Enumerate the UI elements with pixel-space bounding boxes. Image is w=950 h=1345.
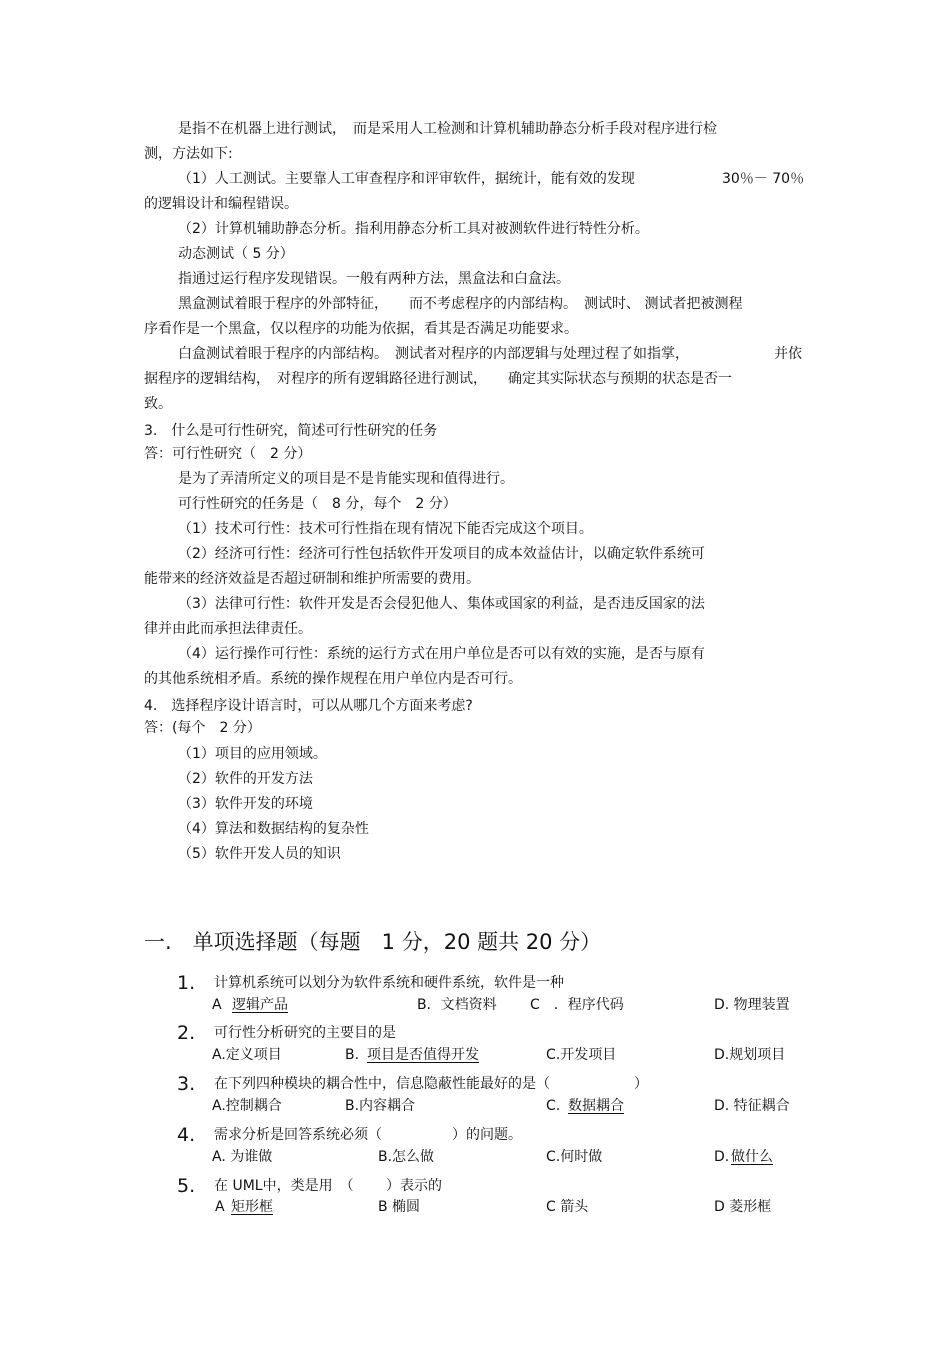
answer-4: 答：(每个 2 分） [144,720,261,736]
list-item: （2）软件的开发方法 [178,771,313,787]
mc-question-text: 在 UML中，类是用 （ ）表示的 [214,1178,443,1194]
option-a-label: A [212,997,222,1013]
paragraph-line: 动态测试（ 5 分） [178,246,294,262]
paragraph-line: 是指不在机器上进行测试， 而是采用人工检测和计算机辅助静态分析手段对程序进行检 [178,121,717,137]
paragraph-line: 的逻辑设计和编程错误。 [144,196,298,212]
option-b-answer: 项目是否值得开发 [367,1047,479,1063]
option-b: B．文档资料 [417,997,497,1013]
paragraph-line-end: 并依 [774,346,802,362]
paragraph-line: 序看作是一个黑盒，仅以程序的功能为依据，看其是否满足功能要求。 [144,321,578,337]
option-a: A.定义项目 [212,1047,282,1063]
mc-question-number: 1. [177,972,196,994]
option-a-answer: 逻辑产品 [232,997,288,1013]
mc-question-number: 3. [177,1073,196,1095]
percentage-range: 30％－ 70％ [722,171,805,187]
option-c: C.何时做 [546,1149,603,1165]
mc-question-number: 5. [177,1175,196,1197]
option-d-label: D. [714,1149,730,1165]
mc-question-text: 在下列四种模块的耦合性中，信息隐蔽性能最好的是（ ） [214,1076,648,1092]
mc-question-text: 需求分析是回答系统必须（ ）的问题。 [214,1127,522,1143]
paragraph-line: 是为了弄清所定义的项目是不是肯能实现和值得进行。 [178,471,514,487]
paragraph-line: 律并由此而承担法律责任。 [144,621,312,637]
paragraph-line: （2）经济可行性：经济可行性包括软件开发项目的成本效益估计，以确定软件系统可 [178,546,705,562]
option-d: D. 特征耦合 [714,1098,790,1114]
paragraph-line: （1）人工测试。主要靠人工审查程序和评审软件，据统计，能有效的发现 [178,171,635,187]
paragraph-line: 的其他系统相矛盾。系统的操作规程在用户单位内是否可行。 [144,671,522,687]
option-d: D.规划项目 [714,1047,786,1063]
option-a: A.控制耦合 [212,1098,282,1114]
option-d-answer: 做什么 [731,1149,773,1165]
option-b-label: B. [345,1047,360,1063]
mc-question-number: 4. [177,1124,196,1146]
option-d: D. 物理装置 [714,997,790,1013]
mc-question-number: 2. [177,1022,196,1044]
list-item: （1）项目的应用领域。 [178,746,327,762]
paragraph-line: （3）法律可行性：软件开发是否会侵犯他人、集体或国家的利益，是否违反国家的法 [178,596,705,612]
mc-question-text: 可行性分析研究的主要目的是 [214,1025,396,1041]
option-c: C 箭头 [546,1199,589,1215]
option-b: B 椭圆 [378,1199,421,1215]
paragraph-line: 能带来的经济效益是否超过研制和维护所需要的费用。 [144,571,480,587]
answer-3: 答：可行性研究（ 2 分） [144,446,312,462]
paragraph-line: 黑盒测试着眼于程序的外部特征， 而不考虑程序的内部结构。 测试时、 测试者把被测程 [178,296,743,312]
mc-question-text: 计算机系统可以划分为软件系统和硬件系统，软件是一种 [214,975,564,991]
option-a-label: A [215,1199,225,1215]
paragraph-line: 指通过运行程序发现错误。一般有两种方法，黑盒法和白盒法。 [178,271,570,287]
paragraph-line: 致。 [144,396,172,412]
list-item: （4）算法和数据结构的复杂性 [178,821,369,837]
option-c: C ．程序代码 [530,997,624,1013]
option-a-answer: 矩形框 [231,1199,273,1215]
paragraph-line: （2）计算机辅助静态分析。指利用静态分析工具对被测软件进行特性分析。 [178,221,649,237]
option-b: B.内容耦合 [345,1098,416,1114]
section-heading: 一. 单项选择题（每题 1 分，20 题共 20 分） [144,930,602,954]
option-a: A. 为谁做 [212,1149,273,1165]
paragraph-line: 测，方法如下: [144,146,233,162]
paragraph-line: 白盒测试着眼于程序的内部结构。 测试者对程序的内部逻辑与处理过程了如指掌， [178,346,689,362]
list-item: （5）软件开发人员的知识 [178,846,341,862]
option-b: B.怎么做 [378,1149,435,1165]
question-4: 4. 选择程序设计语言时，可以从哪几个方面来考虑? [144,698,473,714]
option-d: D 菱形框 [714,1199,772,1215]
option-c-label: C. [546,1098,561,1114]
question-3: 3. 什么是可行性研究，简述可行性研究的任务 [144,423,438,439]
option-c: C.开发项目 [546,1047,617,1063]
paragraph-line: 可行性研究的任务是（ 8 分，每个 2 分） [178,496,457,512]
option-c-answer: 数据耦合 [568,1098,624,1114]
paragraph-line: （4）运行操作可行性：系统的运行方式在用户单位是否可以有效的实施，是否与原有 [178,646,705,662]
paragraph-line: （1）技术可行性：技术可行性指在现有情况下能否完成这个项目。 [178,521,593,537]
list-item: （3）软件开发的环境 [178,796,313,812]
paragraph-line: 据程序的逻辑结构， 对程序的所有逻辑路径进行测试， 确定其实际状态与预期的状态是否一 [144,371,732,387]
